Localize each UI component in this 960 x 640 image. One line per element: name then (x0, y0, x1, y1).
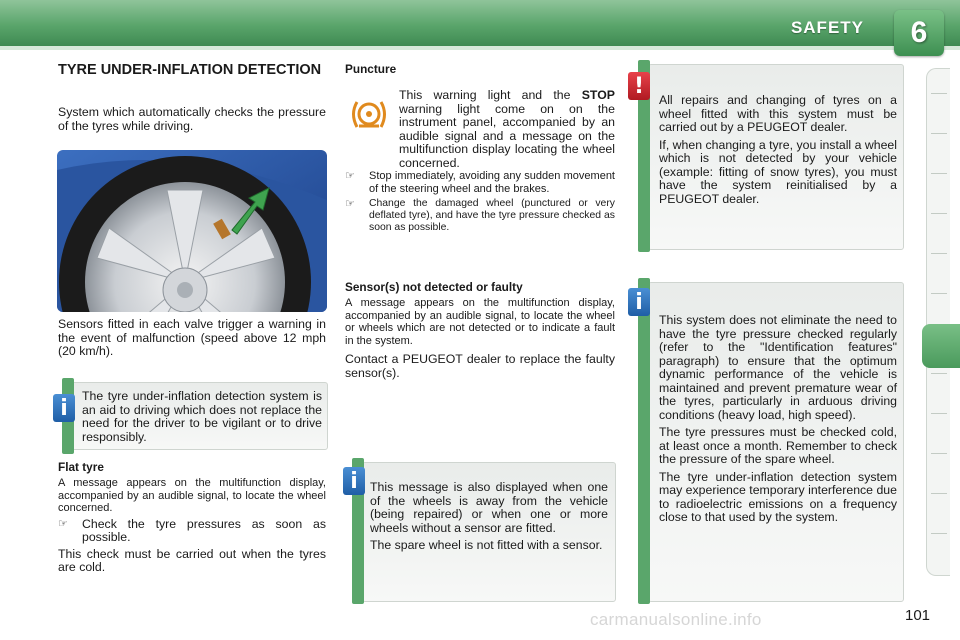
thumb-divider (931, 93, 947, 94)
thumb-divider (931, 293, 947, 294)
intro-text: System which automatically checks the pressure of the tyres while driving. (58, 105, 326, 133)
list-item (58, 518, 326, 545)
thumb-divider (931, 213, 947, 214)
header-stripe (0, 46, 960, 50)
warning-icon: ! (628, 72, 650, 100)
puncture-text (399, 89, 615, 170)
thumb-divider (931, 453, 947, 454)
info-note-text (659, 314, 897, 525)
pointing-hand-icon: ☞ (345, 198, 355, 210)
thumb-divider (931, 173, 947, 174)
flat-tyre-text: A message appears on the multifunction display, accompanied by an audible signal, to locate the wheel concerned. (58, 477, 326, 514)
warning-note-paragraph: If, when changing a tyre, you install a wheel which is not detected by your vehicle (example: fitting of snow tyres), you must have the system reinitialised by a PEUGEOT dealer. (659, 137, 897, 206)
pointing-hand-icon: ☞ (58, 517, 68, 530)
tyre-valve-sensor-image (57, 150, 327, 312)
info-note-paragraph: The spare wheel is not fitted with a sensor. (370, 538, 603, 552)
thumb-divider (931, 493, 947, 494)
info-icon: i (53, 394, 75, 422)
info-note-text (370, 481, 608, 553)
page-number: 101 (905, 607, 931, 624)
info-note-paragraph: The tyre pressures must be checked cold, at least once a month. Remember to check the pressure of the spare wheel. (659, 425, 897, 466)
pointing-hand-icon: ☞ (345, 170, 355, 182)
info-note-text: The tyre under-inflation detection system is an aid to driving which does not replace the need for the driver to be vigilant or to drive responsibly. (82, 389, 322, 444)
page-heading: TYRE UNDER-INFLATION DETECTION (58, 62, 322, 78)
tyre-pressure-warning-icon (348, 94, 390, 132)
warning-note-text (659, 94, 897, 206)
thumb-divider (931, 133, 947, 134)
info-note-paragraph: This message is also displayed when one of the wheels is away from the vehicle (being repaired) or when one or more wheels without a sensor are fitted. (370, 480, 608, 535)
thumb-divider (931, 413, 947, 414)
puncture-bullet-1: Stop immediately, avoiding any sudden movement of the steering wheel and the brakes. (369, 170, 615, 195)
list-item (345, 198, 615, 234)
thumb-divider (931, 533, 947, 534)
info-icon: i (343, 467, 365, 495)
flat-tyre-after: This check must be carried out when the tyres are cold. (58, 546, 326, 574)
info-note-paragraph: This system does not eliminate the need to have the tyre pressure checked regularly (refer to the "Identification features" paragraph) to ensure that the optimum dynamic performance of the vehicle is maintained and prevent premature wear of the tyres, particularly in arduous driving conditions (heavy load, high speed). (659, 313, 897, 422)
stop-keyword: STOP (581, 88, 615, 102)
puncture-text-end: warning light come on on the instrument panel, accompanied by an audible signal and a message on the multifunction display locating the wheel concerned. (399, 101, 615, 170)
warning-note-paragraph: All repairs and changing of tyres on a wheel fitted with this system must be carried out by a PEUGEOT dealer. (659, 93, 897, 134)
puncture-text-start: This warning light and the (399, 88, 582, 102)
section-title: SAFETY (790, 18, 864, 37)
puncture-title: Puncture (345, 62, 397, 76)
info-note-paragraph: The tyre under-inflation detection system may experience temporary interference due to radioelectric emissions on a frequency close to that used by the system. (659, 469, 897, 524)
sensor-fault-section (345, 280, 615, 380)
puncture-bullets (345, 170, 615, 234)
flat-tyre-title: Flat tyre (58, 460, 104, 474)
watermark: carmanualsonline.info (590, 610, 762, 629)
sensor-fault-text-2: Contact a PEUGEOT dealer to replace the faulty sensor(s). (345, 352, 615, 380)
sensor-fault-title: Sensor(s) not detected or faulty (345, 280, 523, 294)
chapter-number: 6 (910, 16, 928, 49)
puncture-bullet-2: Change the damaged wheel (punctured or very deflated tyre), and have the tyre pressure checked as soon as possible. (369, 198, 615, 233)
list-item (345, 170, 615, 195)
sensors-text: Sensors fitted in each valve trigger a warning in the event of malfunction (speed above 12 mph (20 km/h). (58, 317, 326, 358)
chapter-tab[interactable] (894, 10, 944, 56)
thumb-divider (931, 373, 947, 374)
flat-tyre-section (58, 460, 326, 575)
thumb-tab-active[interactable] (922, 324, 960, 368)
info-note-bar (638, 278, 650, 604)
sensor-fault-text-1: A message appears on the multifunction display, accompanied by an audible signal, to locate the wheel or wheels which are not detected or to indicate a fault in the system. (345, 297, 615, 347)
thumb-index[interactable] (926, 68, 950, 576)
info-icon: i (628, 288, 650, 316)
flat-tyre-bullet: Check the tyre pressures as soon as possible. (82, 516, 326, 544)
thumb-divider (931, 253, 947, 254)
